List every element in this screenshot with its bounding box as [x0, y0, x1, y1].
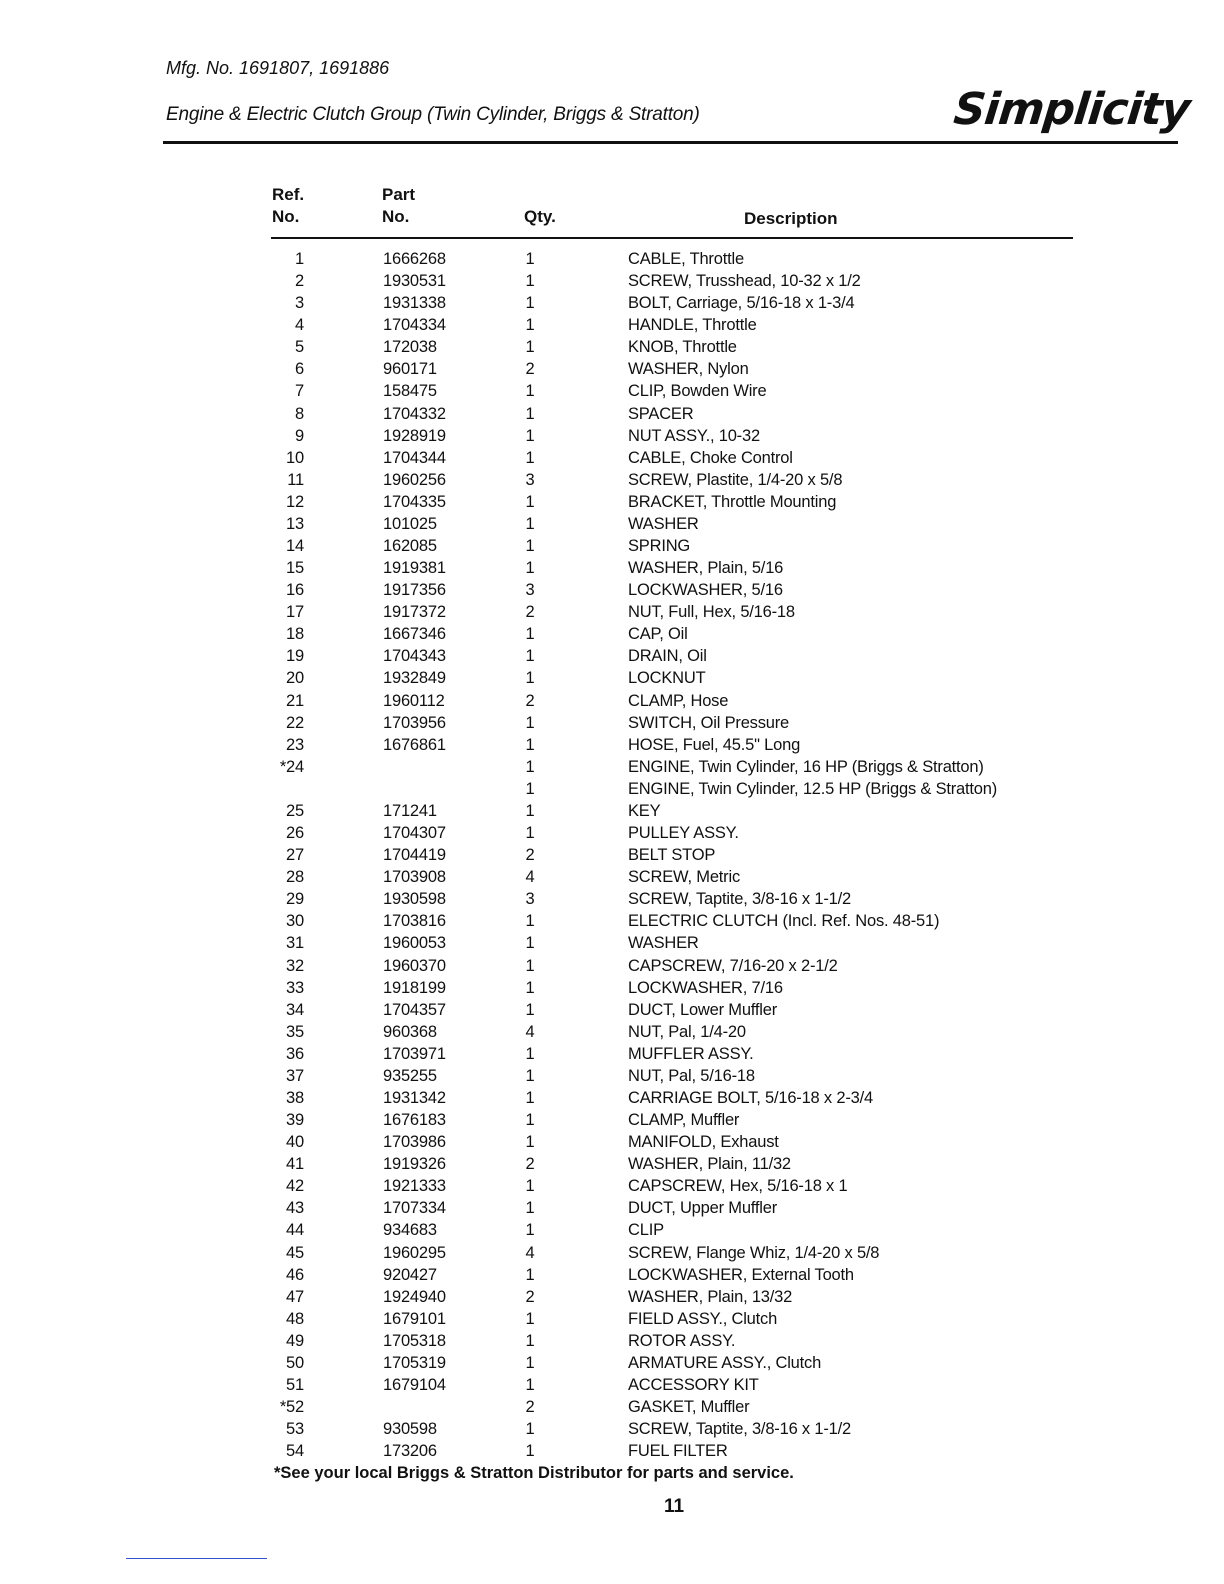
qty-cell: 1	[525, 978, 535, 997]
ref-cell: 29	[286, 890, 304, 909]
part-no-cell: 1921333	[383, 1177, 446, 1196]
description-cell: CLIP, Bowden Wire	[628, 382, 767, 401]
description-cell: KEY	[628, 801, 661, 820]
table-row	[0, 844, 1224, 866]
table-row	[0, 1242, 1224, 1264]
description-cell: CABLE, Throttle	[628, 250, 744, 268]
ref-cell: 49	[286, 1331, 304, 1350]
table-row	[0, 425, 1224, 447]
qty-cell: 1	[525, 669, 535, 688]
ref-cell: 9	[295, 426, 304, 445]
qty-cell: 1	[525, 735, 535, 754]
part-no-cell: 1705319	[383, 1353, 446, 1372]
ref-cell: 44	[286, 1221, 304, 1240]
part-no-cell: 172038	[383, 338, 437, 357]
part-no-cell: 1703816	[383, 912, 446, 931]
description-cell: SCREW, Taptite, 3/8-16 x 1-1/2	[628, 1420, 851, 1439]
description-cell: DUCT, Lower Muffler	[628, 1000, 778, 1019]
table-row	[0, 866, 1224, 888]
description-cell: WASHER, Plain, 5/16	[628, 559, 784, 578]
table-row	[0, 1021, 1224, 1043]
table-row	[0, 734, 1224, 756]
part-no-cell: 1676183	[383, 1111, 446, 1130]
table-row	[0, 1264, 1224, 1286]
ref-cell: *24	[279, 757, 304, 776]
description-cell: SCREW, Trusshead, 10-32 x 1/2	[628, 272, 861, 291]
description-cell: LOCKWASHER, External Tooth	[628, 1265, 854, 1284]
part-no-cell: 1703986	[383, 1133, 446, 1152]
qty-cell: 1	[525, 492, 535, 511]
qty-cell: 1	[525, 1420, 535, 1439]
ref-cell: 1	[295, 250, 304, 268]
table-row	[0, 1396, 1224, 1418]
part-no-cell: 1960256	[383, 470, 446, 489]
ref-cell: 22	[286, 713, 304, 732]
table-row	[0, 1418, 1224, 1440]
qty-cell: 1	[525, 448, 535, 467]
qty-cell: 1	[525, 1353, 535, 1372]
table-row	[0, 1308, 1224, 1330]
part-no-cell: 101025	[383, 514, 437, 533]
description-cell: PULLEY ASSY.	[628, 824, 739, 843]
brand-logo: Simplicity	[951, 84, 1192, 135]
description-cell: WASHER, Nylon	[628, 360, 749, 379]
qty-cell: 1	[525, 713, 535, 732]
table-row	[0, 579, 1224, 601]
table-row	[0, 403, 1224, 425]
table-row	[0, 513, 1224, 535]
part-no-cell: 1924940	[383, 1287, 446, 1306]
ref-cell: 30	[286, 912, 304, 931]
qty-cell: 1	[525, 1309, 535, 1328]
table-row	[0, 270, 1224, 292]
parts-table	[0, 248, 1224, 1462]
qty-cell: 1	[525, 1442, 535, 1461]
qty-cell: 3	[525, 890, 535, 909]
part-no-cell: 1932849	[383, 669, 446, 688]
qty-cell: 1	[525, 1066, 535, 1085]
part-no-cell: 1704419	[383, 846, 446, 865]
ref-cell: 17	[286, 603, 304, 622]
table-row	[0, 1131, 1224, 1153]
ref-cell: 50	[286, 1353, 304, 1372]
part-no-cell: 930598	[383, 1420, 437, 1439]
description-cell: ARMATURE ASSY., Clutch	[628, 1353, 822, 1372]
description-cell: WASHER, Plain, 13/32	[628, 1287, 793, 1306]
qty-cell: 1	[525, 956, 535, 975]
qty-header: Qty.	[524, 207, 556, 226]
ref-cell: 15	[286, 559, 304, 578]
qty-cell: 2	[525, 1155, 535, 1174]
table-row	[0, 557, 1224, 579]
part-no-cell: 1676861	[383, 735, 446, 754]
description-cell: CARRIAGE BOLT, 5/16-18 x 2-3/4	[628, 1088, 873, 1107]
table-row	[0, 1330, 1224, 1352]
table-row	[0, 1043, 1224, 1065]
description-cell: WASHER	[628, 934, 699, 953]
part-no-cell: 1917356	[383, 581, 446, 600]
table-row	[0, 314, 1224, 336]
description-header: Description	[744, 209, 838, 228]
qty-cell: 1	[525, 1375, 535, 1394]
qty-cell: 1	[525, 1044, 535, 1063]
part-no-cell: 960368	[383, 1022, 437, 1041]
table-row	[0, 800, 1224, 822]
description-cell: CLAMP, Muffler	[628, 1111, 740, 1130]
part-no-cell: 1704343	[383, 647, 446, 666]
part-no-cell: 158475	[383, 382, 437, 401]
table-row	[0, 336, 1224, 358]
ref-cell: 20	[286, 669, 304, 688]
qty-cell: 2	[525, 691, 535, 710]
description-cell: SPACER	[628, 404, 694, 423]
table-row	[0, 1374, 1224, 1396]
table-row	[0, 1109, 1224, 1131]
qty-cell: 1	[525, 779, 535, 798]
description-cell: LOCKWASHER, 5/16	[628, 581, 783, 600]
part-no-cell: 162085	[383, 537, 437, 556]
mfg-number: Mfg. No. 1691807, 1691886	[166, 58, 390, 78]
description-cell: SPRING	[628, 537, 691, 556]
qty-cell: 2	[525, 1287, 535, 1306]
page-number: 11	[664, 1496, 685, 1517]
ref-cell: 4	[295, 316, 304, 335]
bottom-rule	[126, 1558, 267, 1559]
description-cell: GASKET, Muffler	[628, 1398, 750, 1417]
description-cell: SCREW, Taptite, 3/8-16 x 1-1/2	[628, 890, 851, 909]
table-row	[0, 1440, 1224, 1462]
ref-cell: 23	[286, 735, 304, 754]
ref-cell: 25	[286, 801, 304, 820]
description-cell: ELECTRIC CLUTCH (Incl. Ref. Nos. 48-51)	[628, 912, 940, 931]
ref-cell: 8	[295, 404, 304, 423]
ref-header-line1: Ref.	[272, 185, 305, 204]
description-cell: CAP, Oil	[628, 625, 688, 644]
qty-cell: 3	[525, 581, 535, 600]
table-row	[0, 1153, 1224, 1175]
qty-cell: 3	[525, 470, 535, 489]
qty-cell: 1	[525, 1265, 535, 1284]
description-cell: CLAMP, Hose	[628, 691, 729, 710]
part-no-cell: 173206	[383, 1442, 437, 1461]
part-no-cell: 1704332	[383, 404, 446, 423]
ref-cell: 13	[286, 514, 304, 533]
table-row	[0, 601, 1224, 623]
ref-cell: 14	[286, 537, 304, 556]
description-cell: LOCKWASHER, 7/16	[628, 978, 783, 997]
description-cell: LOCKNUT	[628, 669, 706, 688]
table-row	[0, 712, 1224, 734]
qty-cell: 2	[525, 603, 535, 622]
part-no-cell: 1928919	[383, 426, 446, 445]
ref-cell: 28	[286, 868, 304, 887]
qty-cell: 1	[525, 625, 535, 644]
qty-cell: 1	[525, 801, 535, 820]
ref-cell: 47	[286, 1287, 304, 1306]
table-row	[0, 778, 1224, 800]
ref-cell: 39	[286, 1111, 304, 1130]
part-no-cell: 1919381	[383, 559, 446, 578]
qty-cell: 1	[525, 250, 535, 268]
part-no-cell: 1703971	[383, 1044, 446, 1063]
qty-cell: 1	[525, 382, 535, 401]
qty-cell: 2	[525, 846, 535, 865]
qty-cell: 2	[525, 1398, 535, 1417]
qty-cell: 1	[525, 1177, 535, 1196]
part-no-cell: 1707334	[383, 1199, 446, 1218]
ref-cell: 45	[286, 1243, 304, 1262]
ref-cell: 42	[286, 1177, 304, 1196]
part-no-cell: 1960370	[383, 956, 446, 975]
ref-cell: 54	[286, 1442, 304, 1461]
description-cell: KNOB, Throttle	[628, 338, 737, 357]
table-row	[0, 535, 1224, 557]
table-row	[0, 358, 1224, 380]
table-row	[0, 977, 1224, 999]
description-cell: NUT ASSY., 10-32	[628, 426, 760, 445]
qty-cell: 1	[525, 426, 535, 445]
table-row	[0, 955, 1224, 977]
ref-cell: 46	[286, 1265, 304, 1284]
ref-cell: 7	[295, 382, 304, 401]
qty-cell: 4	[525, 1022, 535, 1041]
qty-cell: 1	[525, 1088, 535, 1107]
part-no-cell: 1960295	[383, 1243, 446, 1262]
part-no-cell: 1960112	[383, 691, 445, 710]
ref-cell: 43	[286, 1199, 304, 1218]
description-cell: CLIP	[628, 1221, 664, 1240]
table-row	[0, 380, 1224, 402]
part-header-line1: Part	[382, 185, 416, 204]
description-cell: ACCESSORY KIT	[628, 1375, 759, 1394]
description-cell: MUFFLER ASSY.	[628, 1044, 754, 1063]
part-no-cell: 1930598	[383, 890, 446, 909]
ref-cell: 27	[286, 846, 304, 865]
description-cell: NUT, Pal, 1/4-20	[628, 1022, 746, 1041]
part-no-cell: 1960053	[383, 934, 446, 953]
qty-cell: 1	[525, 338, 535, 357]
qty-cell: 4	[525, 1243, 535, 1262]
description-cell: BRACKET, Throttle Mounting	[628, 492, 837, 511]
part-header-line2: No.	[382, 207, 410, 226]
qty-cell: 1	[525, 757, 535, 776]
part-no-cell: 1667346	[383, 625, 446, 644]
table-row	[0, 1352, 1224, 1374]
table-row	[0, 888, 1224, 910]
page-subtitle: Engine & Electric Clutch Group (Twin Cylinder, Briggs & Stratton)	[166, 104, 700, 125]
description-cell: SWITCH, Oil Pressure	[628, 713, 790, 732]
description-cell: DUCT, Upper Muffler	[628, 1199, 778, 1218]
description-cell: SCREW, Metric	[628, 868, 740, 887]
description-cell: BELT STOP	[628, 846, 716, 865]
qty-cell: 1	[525, 537, 535, 556]
description-cell: ENGINE, Twin Cylinder, 16 HP (Briggs & Stratton)	[628, 757, 984, 776]
description-cell: WASHER	[628, 514, 699, 533]
table-row	[0, 645, 1224, 667]
ref-cell: 36	[286, 1044, 304, 1063]
part-no-cell: 1704307	[383, 824, 446, 843]
description-cell: SCREW, Flange Whiz, 1/4-20 x 5/8	[628, 1243, 880, 1262]
table-row	[0, 1219, 1224, 1241]
ref-no-header	[272, 184, 304, 228]
part-no-cell: 1666268	[383, 250, 446, 268]
qty-cell: 1	[525, 1199, 535, 1218]
ref-cell: 48	[286, 1309, 304, 1328]
qty-cell: 1	[525, 934, 535, 953]
ref-cell: 38	[286, 1088, 304, 1107]
table-row	[0, 822, 1224, 844]
description-cell: HOSE, Fuel, 45.5" Long	[628, 735, 801, 754]
table-row	[0, 1087, 1224, 1109]
description-cell: CABLE, Choke Control	[628, 448, 793, 467]
part-no-cell: 1704344	[383, 448, 446, 467]
ref-cell: 31	[286, 934, 304, 953]
qty-cell: 1	[525, 912, 535, 931]
table-row	[0, 1197, 1224, 1219]
qty-cell: 1	[525, 1221, 535, 1240]
table-row	[0, 690, 1224, 712]
qty-cell: 1	[525, 1331, 535, 1350]
part-no-cell: 960171	[383, 360, 437, 379]
table-row	[0, 756, 1224, 778]
part-no-header	[382, 184, 415, 228]
qty-cell: 1	[525, 559, 535, 578]
footnote: *See your local Briggs & Stratton Distributor for parts and service.	[274, 1464, 794, 1482]
description-cell: MANIFOLD, Exhaust	[628, 1133, 779, 1152]
table-header-divider	[271, 237, 1073, 239]
part-no-cell: 1703908	[383, 868, 446, 887]
ref-cell: 32	[286, 956, 304, 975]
ref-cell: 51	[286, 1375, 304, 1394]
ref-cell: 12	[286, 492, 304, 511]
qty-cell: 1	[525, 272, 535, 291]
table-row	[0, 1065, 1224, 1087]
description-cell: FIELD ASSY., Clutch	[628, 1309, 778, 1328]
part-no-cell: 1918199	[383, 978, 446, 997]
description-cell: ENGINE, Twin Cylinder, 12.5 HP (Briggs & Stratton)	[628, 779, 998, 798]
qty-cell: 4	[525, 868, 535, 887]
ref-cell: 6	[295, 360, 304, 379]
description-cell: HANDLE, Throttle	[628, 316, 757, 335]
part-no-cell: 1931338	[383, 294, 446, 313]
ref-cell: 16	[286, 581, 304, 600]
table-row	[0, 1286, 1224, 1308]
part-no-cell: 1704334	[383, 316, 446, 335]
ref-cell: 5	[295, 338, 304, 357]
part-no-cell: 1703956	[383, 713, 446, 732]
table-row	[0, 910, 1224, 932]
ref-cell: 10	[286, 448, 304, 467]
description-cell: ROTOR ASSY.	[628, 1331, 736, 1350]
part-no-cell: 1705318	[383, 1331, 446, 1350]
table-row	[0, 248, 1224, 270]
ref-cell: 33	[286, 978, 304, 997]
qty-cell: 1	[525, 824, 535, 843]
ref-cell: *52	[279, 1398, 304, 1417]
part-no-cell: 1679101	[383, 1309, 446, 1328]
qty-cell: 1	[525, 1000, 535, 1019]
description-cell: CAPSCREW, Hex, 5/16-18 x 1	[628, 1177, 848, 1196]
ref-cell: 11	[287, 470, 304, 489]
part-no-cell: 1704357	[383, 1000, 446, 1019]
ref-cell: 21	[286, 691, 304, 710]
part-no-cell: 920427	[383, 1265, 437, 1284]
table-row	[0, 292, 1224, 314]
ref-cell: 34	[286, 1000, 304, 1019]
qty-cell: 1	[525, 316, 535, 335]
ref-cell: 53	[286, 1420, 304, 1439]
part-no-cell: 1704335	[383, 492, 446, 511]
ref-cell: 3	[295, 294, 304, 313]
qty-cell: 1	[525, 1133, 535, 1152]
ref-cell: 35	[286, 1022, 304, 1041]
part-no-cell: 934683	[383, 1221, 437, 1240]
part-no-cell: 1931342	[383, 1088, 446, 1107]
table-row	[0, 447, 1224, 469]
description-cell: NUT, Pal, 5/16-18	[628, 1066, 755, 1085]
table-row	[0, 623, 1224, 645]
description-cell: SCREW, Plastite, 1/4-20 x 5/8	[628, 470, 843, 489]
description-cell: NUT, Full, Hex, 5/16-18	[628, 603, 795, 622]
description-cell: CAPSCREW, 7/16-20 x 2-1/2	[628, 956, 838, 975]
part-no-cell: 1679104	[383, 1375, 446, 1394]
table-row	[0, 491, 1224, 513]
ref-cell: 18	[286, 625, 304, 644]
part-no-cell: 171241	[383, 801, 437, 820]
qty-cell: 1	[525, 514, 535, 533]
qty-cell: 1	[525, 404, 535, 423]
part-no-cell: 1917372	[383, 603, 446, 622]
description-cell: BOLT, Carriage, 5/16-18 x 1-3/4	[628, 294, 855, 313]
ref-cell: 41	[286, 1155, 304, 1174]
header-divider	[163, 141, 1178, 144]
table-row	[0, 999, 1224, 1021]
ref-cell: 26	[286, 824, 304, 843]
qty-cell: 1	[525, 1111, 535, 1130]
ref-cell: 40	[286, 1133, 304, 1152]
qty-cell: 1	[525, 294, 535, 313]
table-row	[0, 1175, 1224, 1197]
ref-cell: 19	[286, 647, 304, 666]
table-row	[0, 469, 1224, 491]
table-row	[0, 667, 1224, 689]
qty-cell: 2	[525, 360, 535, 379]
part-no-cell: 1919326	[383, 1155, 446, 1174]
qty-cell: 1	[525, 647, 535, 666]
table-row	[0, 932, 1224, 954]
part-no-cell: 935255	[383, 1066, 437, 1085]
ref-cell: 2	[295, 272, 304, 291]
ref-header-line2: No.	[272, 207, 300, 226]
ref-cell: 37	[286, 1066, 304, 1085]
part-no-cell: 1930531	[383, 272, 446, 291]
description-cell: DRAIN, Oil	[628, 647, 707, 666]
description-cell: FUEL FILTER	[628, 1442, 728, 1461]
description-cell: WASHER, Plain, 11/32	[628, 1155, 791, 1174]
